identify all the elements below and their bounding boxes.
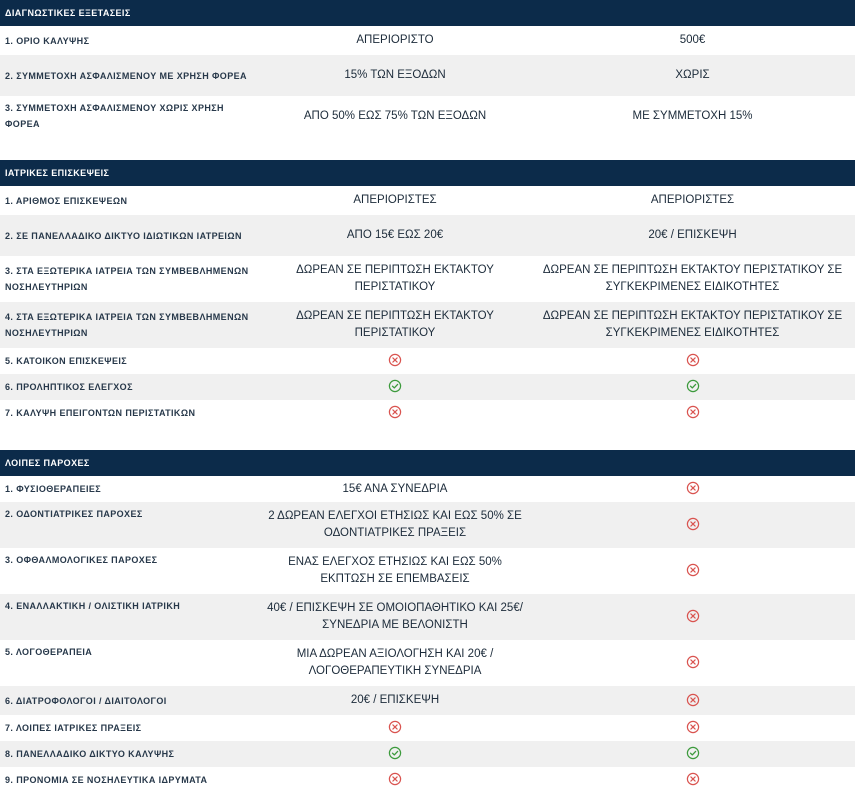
plan-a-value: ΔΩΡΕΑΝ ΣΕ ΠΕΡΙΠΤΩΣΗ ΕΚΤΑΚΤΟΥ ΠΕΡΙΣΤΑΤΙΚΟΥ [296,264,494,293]
row-label: 7. ΛΟΙΠΕΣ ΙΑΤΡΙΚΕΣ ΠΡΑΞΕΙΣ [5,723,142,733]
table-row [0,548,855,594]
x-circle-icon [388,772,402,786]
plan-a-value: 2 ΔΩΡΕΑΝ ΕΛΕΓΧΟΙ ΕΤΗΣΙΩΣ ΚΑΙ ΕΩΣ 50% ΣΕ ΟΔΟΝΤΙΑΤΡΙΚΕΣ ΠΡΑΞΕΙΣ [268,510,522,539]
section-diagnostic-tests [0,0,855,136]
section-medical-visits [0,160,855,426]
x-circle-icon [388,720,402,734]
row-label: 2. ΣΥΜΜΕΤΟΧΗ ΑΣΦΑΛΙΣΜΕΝΟΥ ΜΕ ΧΡΗΣΗ ΦΟΡΕΑ [5,70,247,81]
table-row [0,96,855,136]
x-circle-icon [686,655,700,669]
x-circle-icon [686,517,700,531]
plan-b-value: ΧΩΡΙΣ [675,69,710,81]
table-row [0,502,855,548]
table-row [0,715,855,741]
table-row [0,55,855,96]
table-row [0,686,855,715]
row-label: 2. ΣΕ ΠΑΝΕΛΛΑΔΙΚΟ ΔΙΚΤΥΟ ΙΔΙΩΤΙΚΩΝ ΙΑΤΡΕΙΩΝ [5,230,242,241]
plan-a-value: ΑΠΕΡΙΟΡΙΣΤΕΣ [353,194,437,206]
table-row [0,374,855,400]
table-row [0,594,855,640]
table-row [0,215,855,256]
table-row [0,476,855,502]
check-circle-icon [388,746,402,760]
section-title: ΔΙΑΓΝΩΣΤΙΚΕΣ ΕΞΕΤΑΣΕΙΣ [0,0,855,26]
plan-a-value: 20€ / ΕΠΙΣΚΕΨΗ [350,694,440,706]
plan-b-value: ΔΩΡΕΑΝ ΣΕ ΠΕΡΙΠΤΩΣΗ ΕΚΤΑΚΤΟΥ ΠΕΡΙΣΤΑΤΙΚΟΥ ΣΕ ΣΥΓΚΕΚΡΙΜΕΝΕΣ ΕΙΔΙΚΟΤΗΤΕΣ [542,264,843,293]
plan-a-value: ΑΠΕΡΙΟΡΙΣΤΟ [356,34,434,46]
plan-a-value: 15% ΤΩΝ ΕΞΟΔΩΝ [344,69,446,81]
plan-a-value: ΔΩΡΕΑΝ ΣΕ ΠΕΡΙΠΤΩΣΗ ΕΚΤΑΚΤΟΥ ΠΕΡΙΣΤΑΤΙΚΟΥ [296,310,494,339]
row-label: 1. ΟΡΙΟ ΚΑΛΥΨΗΣ [5,35,90,46]
row-label: 7. ΚΑΛΥΨΗ ΕΠΕΙΓΟΝΤΩΝ ΠΕΡΙΣΤΑΤΙΚΩΝ [5,408,196,418]
plan-a-value: ΕΝΑΣ ΕΛΕΓΧΟΣ ΕΤΗΣΙΩΣ ΚΑΙ ΕΩΣ 50% ΕΚΠΤΩΣΗ ΣΕ ΕΠΕΜΒΑΣΕΙΣ [288,556,502,585]
row-label: 6. ΔΙΑΤΡΟΦΟΛΟΓΟΙ / ΔΙΑΙΤΟΛΟΓΟΙ [5,695,167,706]
table-row [0,348,855,374]
row-label: 3. ΣΤΑ ΕΞΩΤΕΡΙΚΑ ΙΑΤΡΕΙΑ ΤΩΝ ΣΥΜΒΕΒΛΗΜΕΝΩΝ ΝΟΣΗΛΕΥΤΗΡΙΩΝ [5,266,249,292]
table-row [0,767,855,793]
row-label: 4. ΣΤΑ ΕΞΩΤΕΡΙΚΑ ΙΑΤΡΕΙΑ ΤΩΝ ΣΥΜΒΕΒΛΗΜΕΝΩΝ ΝΟΣΗΛΕΥΤΗΡΙΩΝ [5,312,249,338]
plan-b-value: ΜΕ ΣΥΜΜΕΤΟΧΗ 15% [632,109,753,122]
plan-b-value: ΑΠΕΡΙΟΡΙΣΤΕΣ [650,194,735,206]
plan-a-value: ΜΙΑ ΔΩΡΕΑΝ ΑΞΙΟΛΟΓΗΣΗ ΚΑΙ 20€ / ΛΟΓΟΘΕΡΑΠΕΥΤΙΚΗ ΣΥΝΕΔΡΙΑ [296,648,494,677]
row-label: 1. ΑΡΙΘΜΟΣ ΕΠΙΣΚΕΨΕΩΝ [5,195,128,206]
table-row [0,400,855,426]
table-row [0,186,855,215]
table-row [0,26,855,55]
row-label: 1. ΦΥΣΙΟΘΕΡΑΠΕΙΕΣ [5,484,102,494]
x-circle-icon [686,405,700,419]
table-row [0,741,855,767]
plan-a-value: 40€ / ΕΠΙΣΚΕΨΗ ΣΕ ΟΜΟΙΟΠΑΘΗΤΙΚΟ ΚΑΙ 25€/ ΣΥΝΕΔΡΙΑ ΜΕ ΒΕΛΟΝΙΣΤΗ [267,602,523,631]
x-circle-icon [686,609,700,623]
plan-a-value: ΑΠΟ 15€ ΕΩΣ 20€ [346,229,444,241]
check-circle-icon [388,379,402,393]
row-label: 5. ΚΑΤΟΙΚΟΝ ΕΠΙΣΚΕΨΕΙΣ [5,356,128,366]
section-other-benefits [0,450,855,793]
table-row [0,256,855,302]
plan-a-value: 15€ ΑΝΑ ΣΥΝΕΔΡΙΑ [342,482,448,495]
x-circle-icon [686,772,700,786]
row-label: 8. ΠΑΝΕΛΛΑΔΙΚΟ ΔΙΚΤΥΟ ΚΑΛΥΨΗΣ [5,749,175,759]
row-label: 5. ΛΟΓΟΘΕΡΑΠΕΙΑ [5,647,93,657]
row-label: 3. ΟΦΘΑΛΜΟΛΟΓΙΚΕΣ ΠΑΡΟΧΕΣ [5,555,158,565]
row-label: 6. ΠΡΟΛΗΠΤΙΚΟΣ ΕΛΕΓΧΟΣ [5,382,133,392]
table-row [0,302,855,348]
x-circle-icon [686,353,700,367]
check-circle-icon [686,379,700,393]
plan-b-value: ΔΩΡΕΑΝ ΣΕ ΠΕΡΙΠΤΩΣΗ ΕΚΤΑΚΤΟΥ ΠΕΡΙΣΤΑΤΙΚΟΥ ΣΕ ΣΥΓΚΕΚΡΙΜΕΝΕΣ ΕΙΔΙΚΟΤΗΤΕΣ [542,310,843,339]
x-circle-icon [388,353,402,367]
x-circle-icon [686,481,700,495]
x-circle-icon [388,405,402,419]
row-label: 9. ΠΡΟΝΟΜΙΑ ΣΕ ΝΟΣΗΛΕΥΤΙΚΑ ΙΔΡΥΜΑΤΑ [5,775,208,785]
x-circle-icon [686,720,700,734]
row-label: 4. ΕΝΑΛΛΑΚΤΙΚΗ / ΟΛΙΣΤΙΚΗ ΙΑΤΡΙΚΗ [5,601,181,611]
row-label: 3. ΣΥΜΜΕΤΟΧΗ ΑΣΦΑΛΙΣΜΕΝΟΥ ΧΩΡΙΣ ΧΡΗΣΗ ΦΟΡΕΑ [5,103,224,129]
check-circle-icon [686,746,700,760]
table-row [0,640,855,686]
section-title: ΙΑΤΡΙΚΕΣ ΕΠΙΣΚΕΨΕΙΣ [0,160,855,186]
plan-b-value: 20€ / ΕΠΙΣΚΕΨΗ [648,229,737,241]
plan-b-value: 500€ [679,34,706,46]
section-title: ΛΟΙΠΕΣ ΠΑΡΟΧΕΣ [0,450,855,476]
x-circle-icon [686,563,700,577]
row-label: 2. ΟΔΟΝΤΙΑΤΡΙΚΕΣ ΠΑΡΟΧΕΣ [5,509,143,519]
plan-a-value: ΑΠΟ 50% ΕΩΣ 75% ΤΩΝ ΕΞΟΔΩΝ [303,109,487,122]
x-circle-icon [686,693,700,707]
